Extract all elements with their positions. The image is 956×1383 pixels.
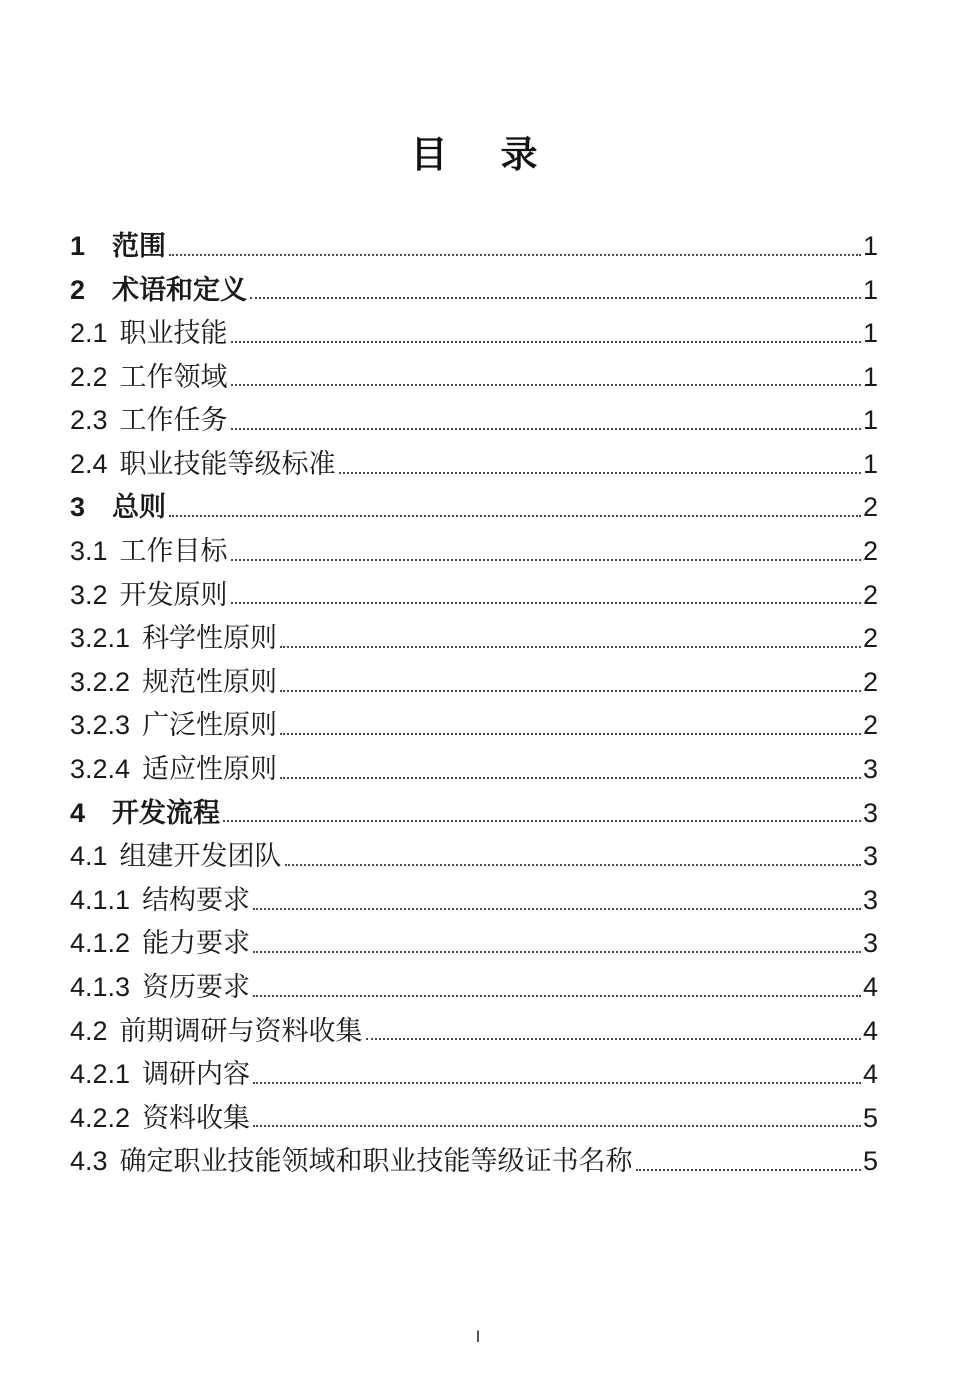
toc-entry-page: 3 (862, 928, 878, 959)
toc-entry-title: 术语和定义 (112, 274, 248, 305)
toc-entry[interactable] (70, 1090, 878, 1134)
dot-leader (366, 1038, 861, 1040)
toc-entry-page: 2 (862, 492, 878, 523)
toc-entry-number: 3.2 (70, 579, 108, 610)
toc-entry-number: 2.3 (70, 405, 108, 436)
toc-entry-number: 4.1.1 (70, 884, 131, 915)
toc-entry[interactable] (70, 828, 878, 872)
toc-entry-page: 2 (862, 666, 878, 697)
toc-entry-title: 确定职业技能领域和职业技能等级证书名称 (119, 1146, 633, 1177)
toc-entry[interactable] (70, 523, 878, 567)
toc-entry-title: 前期调研与资料收集 (119, 1015, 363, 1046)
toc-entry-title: 能力要求 (142, 928, 251, 959)
toc-entry[interactable] (70, 262, 878, 306)
toc-entry[interactable] (70, 567, 878, 611)
toc-entry-page: 1 (862, 274, 878, 305)
toc-entry-page: 1 (862, 230, 878, 261)
toc-entry-page: 1 (862, 318, 878, 349)
toc-entry-number: 2.2 (70, 361, 108, 392)
dot-leader (253, 995, 861, 997)
toc-entry[interactable] (70, 916, 878, 960)
dot-leader (231, 341, 861, 343)
toc-entry-title: 科学性原则 (142, 623, 278, 654)
toc-entry-title: 适应性原则 (142, 754, 278, 785)
toc-entry[interactable] (70, 1133, 878, 1177)
toc-entry-page: 4 (862, 1015, 878, 1046)
toc-entry-number: 4.1.2 (70, 928, 131, 959)
toc-entry-title: 开发原则 (119, 579, 228, 610)
toc-entry-page: 2 (862, 710, 878, 741)
toc-entry[interactable] (70, 392, 878, 436)
dot-leader (231, 559, 861, 561)
toc-entry[interactable] (70, 218, 878, 262)
dot-leader (280, 733, 861, 735)
toc-entry-title: 广泛性原则 (142, 710, 278, 741)
toc-entry-title: 调研内容 (142, 1059, 251, 1090)
toc-entry-title: 总则 (112, 492, 167, 523)
dot-leader (280, 690, 861, 692)
toc-entry-page: 3 (862, 797, 878, 828)
toc-entry-number: 3.2.3 (70, 710, 131, 741)
toc-entry-number: 4.2.2 (70, 1102, 131, 1133)
toc-entry-number: 2.4 (70, 448, 108, 479)
toc-entry-title: 职业技能等级标准 (119, 448, 336, 479)
toc-entry-title: 职业技能 (119, 318, 228, 349)
dot-leader (339, 472, 861, 474)
toc-entry-page: 2 (862, 579, 878, 610)
toc-entry[interactable] (70, 610, 878, 654)
toc-entry-number: 4 (70, 797, 86, 828)
footer-page-number: I (475, 1327, 481, 1346)
toc-page-title: 目 录 (410, 134, 546, 175)
dot-leader (253, 1082, 861, 1084)
toc-entry[interactable] (70, 872, 878, 916)
toc-entry-number: 4.1 (70, 841, 108, 872)
toc-entry-number: 3 (70, 492, 86, 523)
toc-entry-number: 4.1.3 (70, 972, 131, 1002)
toc-entry[interactable] (70, 785, 878, 829)
toc-entry-title: 工作任务 (119, 405, 228, 436)
dot-leader (253, 1125, 861, 1127)
toc-entry-title: 规范性原则 (142, 666, 278, 697)
toc-entry[interactable] (70, 480, 878, 524)
toc-entry[interactable] (70, 654, 878, 698)
toc-entry-page: 1 (862, 361, 878, 392)
toc-entry-page: 4 (862, 972, 878, 1002)
toc-entry[interactable] (70, 305, 878, 349)
toc-entry-number: 3.2.4 (70, 754, 131, 785)
dot-leader (253, 908, 861, 910)
toc-entry-title: 范围 (112, 230, 167, 261)
dot-leader (280, 646, 861, 648)
toc-entry-number: 1 (70, 230, 86, 261)
toc-entry[interactable] (70, 741, 878, 785)
toc-entry-page: 1 (862, 405, 878, 436)
toc-entry[interactable] (70, 959, 878, 1003)
toc-entry-page: 1 (862, 448, 878, 479)
toc-entry-page: 3 (862, 841, 878, 872)
dot-leader (231, 602, 861, 604)
dot-leader (231, 384, 861, 386)
dot-leader (280, 777, 861, 779)
toc-entry-number: 4.3 (70, 1146, 108, 1177)
toc-entry-page: 5 (862, 1146, 878, 1177)
dot-leader (253, 951, 861, 953)
toc-entry-number: 4.2.1 (70, 1059, 131, 1090)
toc-entry-title: 资料收集 (142, 1102, 251, 1133)
toc-entry-page: 2 (862, 536, 878, 567)
toc-entry-title: 组建开发团队 (119, 841, 282, 872)
toc-entry-title: 工作领域 (119, 361, 228, 392)
toc-entry-title: 工作目标 (119, 536, 228, 567)
toc-entry-title: 开发流程 (112, 797, 221, 828)
dot-leader (285, 864, 861, 866)
dot-leader (223, 820, 861, 822)
toc-entry[interactable] (70, 349, 878, 393)
toc-entry-number: 2.1 (70, 318, 108, 349)
toc-entry-title: 资历要求 (142, 972, 251, 1002)
toc-entry-page: 5 (862, 1102, 878, 1133)
toc-entry-title: 结构要求 (142, 884, 251, 915)
dot-leader (169, 515, 861, 517)
toc-entry-page: 3 (862, 884, 878, 915)
dot-leader (250, 297, 861, 299)
dot-leader (231, 428, 861, 430)
toc-list (70, 218, 878, 1177)
toc-entry-page: 4 (862, 1059, 878, 1090)
toc-entry[interactable] (70, 1046, 878, 1090)
toc-entry-number: 4.2 (70, 1015, 108, 1046)
toc-entry-page: 2 (862, 623, 878, 654)
toc-entry-number: 3.1 (70, 536, 108, 567)
toc-entry-number: 3.2.1 (70, 623, 131, 654)
toc-entry-number: 3.2.2 (70, 666, 131, 697)
dot-leader (636, 1169, 861, 1171)
toc-entry-page: 3 (862, 754, 878, 785)
toc-entry-number: 2 (70, 274, 86, 305)
dot-leader (169, 254, 861, 256)
toc-entry[interactable] (70, 698, 878, 742)
toc-entry[interactable] (70, 436, 878, 480)
toc-entry[interactable] (70, 1003, 878, 1047)
